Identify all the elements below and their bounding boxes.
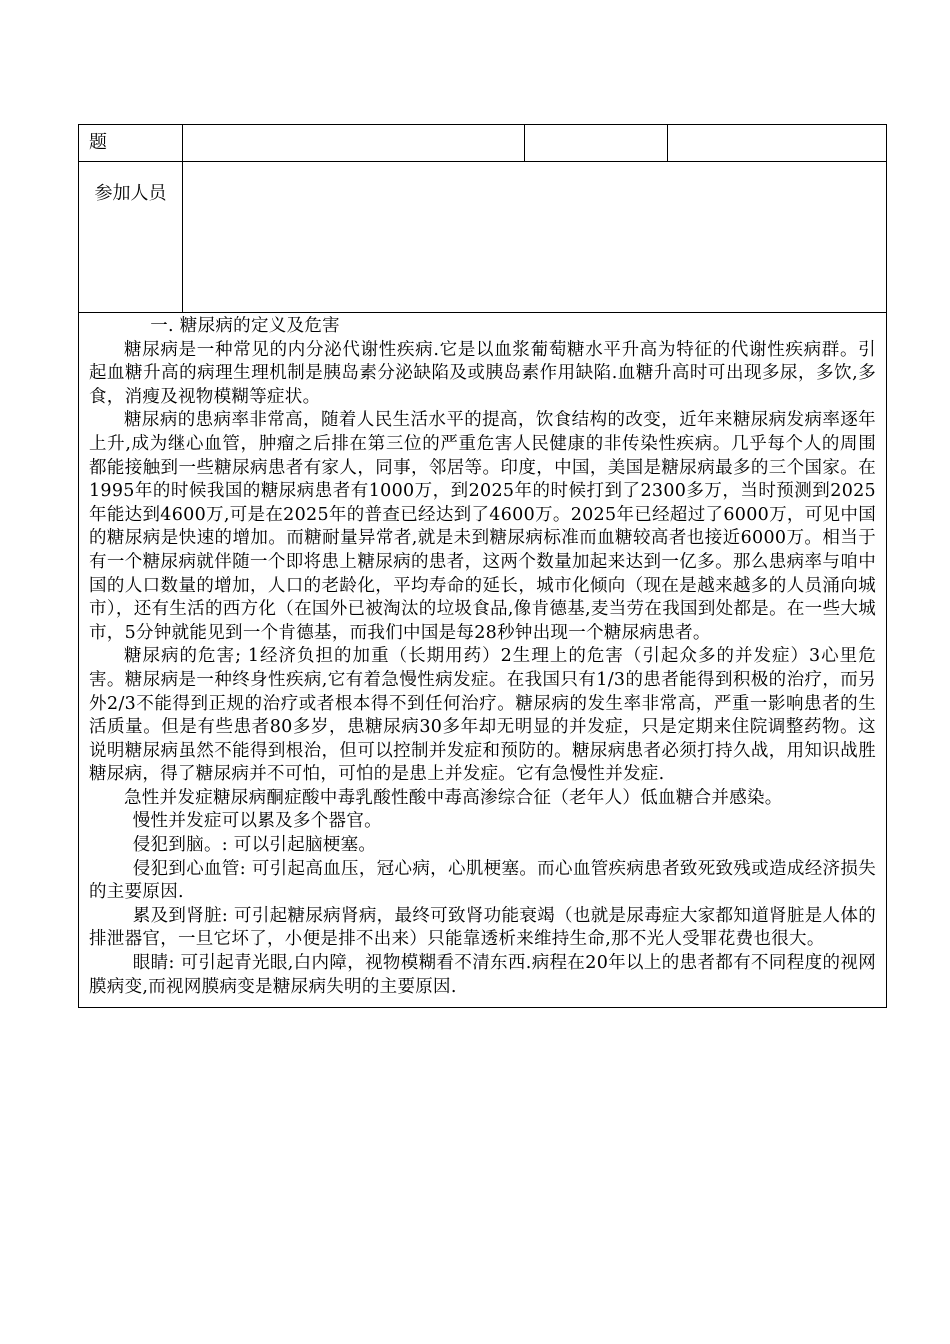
participants-row [79, 162, 887, 313]
chronic-complications: 慢性并发症可以累及多个器官。 [132, 811, 382, 832]
title-row [79, 125, 887, 162]
title-extra-cell-1[interactable] [525, 125, 668, 162]
title-label: 题 [79, 125, 183, 162]
complication-kidney: 累及到肾脏: 可引起糖尿病肾病，最终可致肾功能衰竭（也就是尿毒症大家都知道肾脏是人体的排泄器官，一旦它坏了，小便是排不出来）只能靠透析来维持生命,那不光人受罪花费也很大。 [89, 905, 876, 950]
title-extra-cell-2[interactable] [668, 125, 887, 162]
title-value-cell[interactable] [183, 125, 525, 162]
participants-label: 参加人员 [94, 183, 167, 204]
paragraph-definition: 糖尿病是一种常见的内分泌代谢性疾病.它是以血浆葡萄糖水平升高为特征的代谢性疾病群。引起血糖升高的病理生理机制是胰岛素分泌缺陷及或胰岛素作用缺陷.血糖升高时可出现多尿，多饮,多食，消瘦及视物模糊等症状。 [89, 339, 876, 407]
complication-eyes: 眼睛: 可引起青光眼,白内障，视物模糊看不清东西.病程在20年以上的患者都有不同程度的视网膜病变,而视网膜病变是糖尿病失明的主要原因. [89, 953, 876, 997]
content-row [79, 313, 887, 1008]
section-heading: 一. 糖尿病的定义及危害 [150, 316, 340, 336]
paragraph-prevalence: 糖尿病的患病率非常高，随着人民生活水平的提高，饮食结构的改变，近年来糖尿病发病率逐年上升,成为继心血管，肿瘤之后排在第三位的严重危害人民健康的非传染性疾病。几乎每个人的周围都能接触到一些糖尿病患者有家人，同事，邻居等。印度，中国，美国是糖尿病最多的三个国家。在1995年的时候我国的糖尿病患者有1000万，到2025年的时候打到了2300多万，当时预测到2025年能达到4600万,可是在2025年的普查已经达到了4600万。2025年已经超过了6000万，可见中国的糖尿病是快速的增加。而糖耐量异常者,就是未到糖尿病标准而血糖较高者也接近6000万。相当于有一个糖尿病就伴随一个即将患上糖尿病的患者，这两个数量加起来达到一亿多。那么患病率与咱中国的人口数量的增加，人口的老龄化，平均寿命的延长，城市化倾向（现在是越来越多的人员涌向城市），还有生活的西方化（在国外已被淘汰的垃圾食品,像肯德基,麦当劳在我国到处都是。在一些大城市，5分钟就能见到一个肯德基，而我们中国是每28秒钟出现一个糖尿病患者。 [89, 410, 876, 643]
complication-heart: 侵犯到心血管: 可引起高血压，冠心病，心肌梗塞。而心血管疾病患者致死致残或造成经济损失的主要原因. [89, 858, 876, 903]
meeting-record-table [78, 124, 887, 1008]
participants-label-cell [79, 162, 183, 313]
acute-complications: 急性并发症糖尿病酮症酸中毒乳酸性酸中毒高渗综合征（老年人）低血糖合并感染。 [124, 787, 783, 808]
participants-value-cell[interactable] [183, 162, 887, 313]
paragraph-harm: 糖尿病的危害; 1经济负担的加重（长期用药）2生理上的危害（引起众多的并发症）3心里危害。糖尿病是一种终身性疾病,它有着急慢性病发症。在我国只有1/3的患者能得到积极的治疗，而另外2/3不能得到正规的治疗或者根本得不到任何治疗。糖尿病的发生率非常高，严重一影响患者的生活质量。但是有些患者80多岁，患糖尿病30多年却无明显的并发症，只是定期来住院调整药物。这说明糖尿病虽然不能得到根治，但可以控制并发症和预防的。糖尿病患者必须打持久战，用知识战胜糖尿病，得了糖尿病并不可怕，可怕的是患上并发症。它有急慢性并发症. [89, 646, 876, 785]
content-cell [79, 313, 887, 1008]
complication-brain: 侵犯到脑。: 可以引起脑梗塞。 [132, 835, 377, 856]
